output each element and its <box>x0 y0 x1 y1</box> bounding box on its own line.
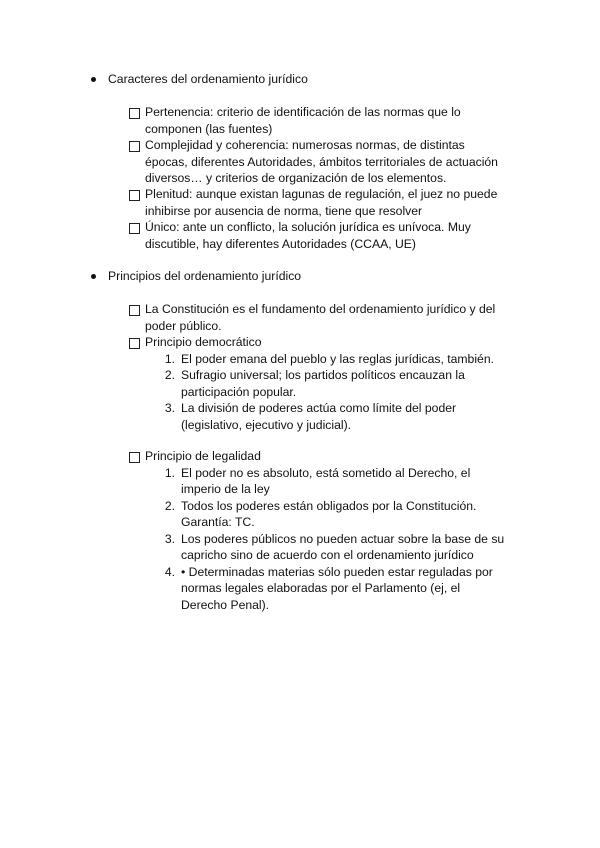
item-text: diversos… y criterios de organización de los elementos. <box>145 171 447 185</box>
checkbox-icon <box>129 141 140 152</box>
item-text: inhibirse por ausencia de norma, tiene que resolver <box>145 203 423 218</box>
checkbox-icon <box>129 452 140 463</box>
list-item: La división de poderes actúa como límite del poder <box>181 401 457 415</box>
list-item: participación popular. <box>181 384 297 399</box>
item-text: Complejidad y coherencia: numerosas normas, de distintas <box>145 138 465 152</box>
list-item: imperio de la ley <box>181 482 270 496</box>
list-item: normas legales elaboradas por el Parlamento (ej, el <box>181 581 461 595</box>
item-text-principio-democratico: Principio democrático <box>145 335 262 349</box>
item-text: poder público. <box>145 318 222 333</box>
list-number: 3. <box>164 401 175 415</box>
checkbox-icon <box>129 190 140 201</box>
list-item: (legislativo, ejecutivo y judicial). <box>181 417 352 432</box>
list-item: capricho sino de acuerdo con el ordenamiento jurídico <box>181 548 474 562</box>
item-text: discutible, hay diferentes Autoridades (CCAA, UE) <box>145 236 416 251</box>
checkbox-icon <box>129 108 140 119</box>
section-heading-caracteres: Caracteres del ordenamiento jurídico <box>108 72 308 86</box>
list-item: El poder emana del pueblo y las reglas jurídicas, también. <box>181 351 494 366</box>
item-text: La Constitución es el fundamento del ordenamiento jurídico y del <box>145 302 496 316</box>
list-item: • Determinadas materias sólo pueden estar reguladas por <box>181 564 493 579</box>
list-item: Sufragio universal; los partidos políticos encauzan la <box>181 368 465 382</box>
item-text-principio-legalidad: Principio de legalidad <box>145 449 261 463</box>
checkbox-icon <box>129 338 140 349</box>
item-text: Plenitud: aunque existan lagunas de regulación, el juez no puede <box>145 187 498 201</box>
list-number: 1. <box>164 465 175 480</box>
list-number: 3. <box>164 531 175 546</box>
list-number: 4. <box>164 564 175 579</box>
bullet-icon <box>91 274 96 279</box>
item-text: Único: ante un conflicto, la solución jurídica es unívoca. Muy <box>145 220 471 234</box>
item-text: componen (las fuentes) <box>145 121 273 136</box>
section-heading-principios: Principios del ordenamiento jurídico <box>108 269 302 283</box>
list-number: 1. <box>164 351 175 366</box>
list-item: Garantía: TC. <box>181 515 255 529</box>
checkbox-icon <box>129 305 140 316</box>
item-text: épocas, diferentes Autoridades, ámbitos territoriales de actuación <box>145 154 498 169</box>
list-item: El poder no es absoluto, está sometido al Derecho, el <box>181 465 471 480</box>
list-item: Todos los poderes están obligados por la Constitución. <box>181 498 477 513</box>
list-number: 2. <box>164 368 175 382</box>
list-item: Los poderes públicos no pueden actuar sobre la base de su <box>181 531 505 546</box>
bullet-icon <box>91 77 96 82</box>
item-text: Pertenencia: criterio de identificación de las normas que lo <box>145 105 461 119</box>
checkbox-icon <box>129 223 140 234</box>
list-number: 2. <box>164 498 175 513</box>
list-item: Derecho Penal). <box>181 597 270 612</box>
